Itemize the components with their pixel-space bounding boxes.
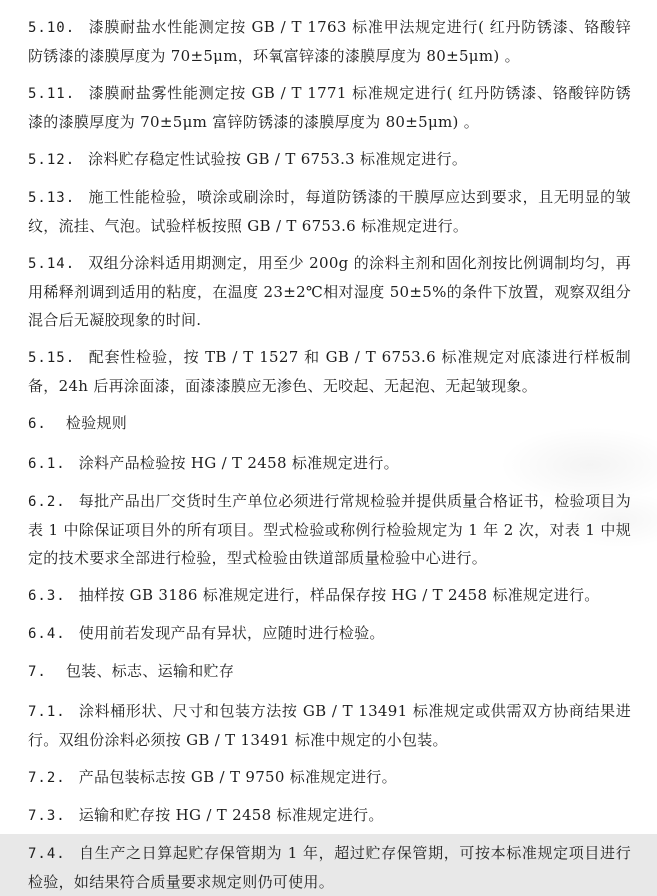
clause-5-12 <box>28 145 631 174</box>
clause-5-13 <box>28 183 631 240</box>
clause-7-1 <box>28 697 631 754</box>
clause-7-2 <box>28 763 631 792</box>
clause-number: 6.4. <box>28 626 66 642</box>
clause-text: 双组分涂料适用期测定，用至少 200g 的涂料主剂和固化剂按比例调制均匀，再用稀释剂调到适用的粘度，在温度 23±2℃相对湿度 50±5%的条件下放置，观察双组分混合后无凝胶现象的时间. <box>28 254 631 329</box>
section-heading-7 <box>28 657 631 686</box>
clause-5-15 <box>28 343 631 400</box>
clause-number: 7.2. <box>28 770 66 786</box>
clause-text: 运输和贮存按 HG / T 2458 标准规定进行。 <box>78 806 384 824</box>
clause-5-11 <box>28 79 631 136</box>
clause-5-10 <box>28 13 631 70</box>
clause-text: 使用前若发现产品有异状，应随时进行检验。 <box>78 624 385 642</box>
clause-5-14 <box>28 249 631 334</box>
clause-text: 涂料桶形状、尺寸和包装方法按 GB / T 13491 标准规定或供需双方协商结果进行。双组份涂料必须按 GB / T 13491 标准中规定的小包装。 <box>28 702 631 749</box>
clause-text: 涂料产品检验按 HG / T 2458 标准规定进行。 <box>78 454 399 472</box>
clause-number: 5.13. <box>28 190 76 206</box>
section-title: 包装、标志、运输和贮存 <box>65 662 235 680</box>
clause-number: 7.3. <box>28 808 66 824</box>
clause-6-4 <box>28 619 631 648</box>
clause-number: 5.12. <box>28 152 76 168</box>
section-title: 检验规则 <box>65 414 128 432</box>
clause-6-1 <box>28 449 631 478</box>
clause-7-4 <box>28 839 631 896</box>
clause-text: 漆膜耐盐雾性能测定按 GB / T 1771 标准规定进行( 红丹防锈漆、铬酸锌防锈漆的漆膜厚度为 70±5μm 富锌防锈漆的漆膜厚度为 80±5μm) 。 <box>28 84 631 131</box>
clause-number: 5.11. <box>28 86 76 102</box>
section-number: 6. <box>28 416 47 432</box>
section-number: 7. <box>28 664 47 680</box>
clause-number: 5.15. <box>28 350 76 366</box>
clause-6-3 <box>28 581 631 610</box>
clause-number: 6.3. <box>28 588 66 604</box>
section-heading-6 <box>28 409 631 438</box>
clause-text: 自生产之日算起贮存保管期为 1 年，超过贮存保管期，可按本标准规定项目进行检验，如结果符合质量要求规定则仍可使用。 <box>28 844 631 891</box>
clause-number: 6.2. <box>28 494 66 510</box>
clause-number: 7.4. <box>28 846 66 862</box>
clause-text: 施工性能检验，喷涂或刷涂时，每道防锈漆的干膜厚应达到要求，且无明显的皱纹，流挂、气泡。试验样板按照 GB / T 6753.6 标准规定进行。 <box>28 188 631 235</box>
clause-text: 配套性检验，按 TB / T 1527 和 GB / T 6753.6 标准规定对底漆进行样板制备，24h 后再涂面漆，面漆漆膜应无渗色、无咬起、无起泡、无起皱现象。 <box>28 348 631 395</box>
clause-number: 5.14. <box>28 256 76 272</box>
clause-number: 5.10. <box>28 20 76 36</box>
clause-text: 产品包装标志按 GB / T 9750 标准规定进行。 <box>78 768 397 786</box>
clause-6-2 <box>28 487 631 572</box>
clause-text: 抽样按 GB 3186 标准规定进行，样品保存按 HG / T 2458 标准规定进行。 <box>78 586 600 604</box>
clause-number: 6.1. <box>28 456 66 472</box>
clause-7-3 <box>28 801 631 830</box>
clause-text: 每批产品出厂交货时生产单位必须进行常规检验并提供质量合格证书，检验项目为表 1 中除保证项目外的所有项目。型式检验或称例行检验规定为 1 年 2 次，对表 1 中规定的技术要求全部进行检验，型式检验由铁道部质量检验中心进行。 <box>28 492 631 567</box>
clause-text: 涂料贮存稳定性试验按 GB / T 6753.3 标准规定进行。 <box>88 150 468 168</box>
clause-text: 漆膜耐盐水性能测定按 GB / T 1763 标准甲法规定进行( 红丹防锈漆、铬酸锌防锈漆的漆膜厚度为 70±5μm，环氧富锌漆的漆膜厚度为 80±5μm) 。 <box>28 18 631 65</box>
clause-number: 7.1. <box>28 704 66 720</box>
